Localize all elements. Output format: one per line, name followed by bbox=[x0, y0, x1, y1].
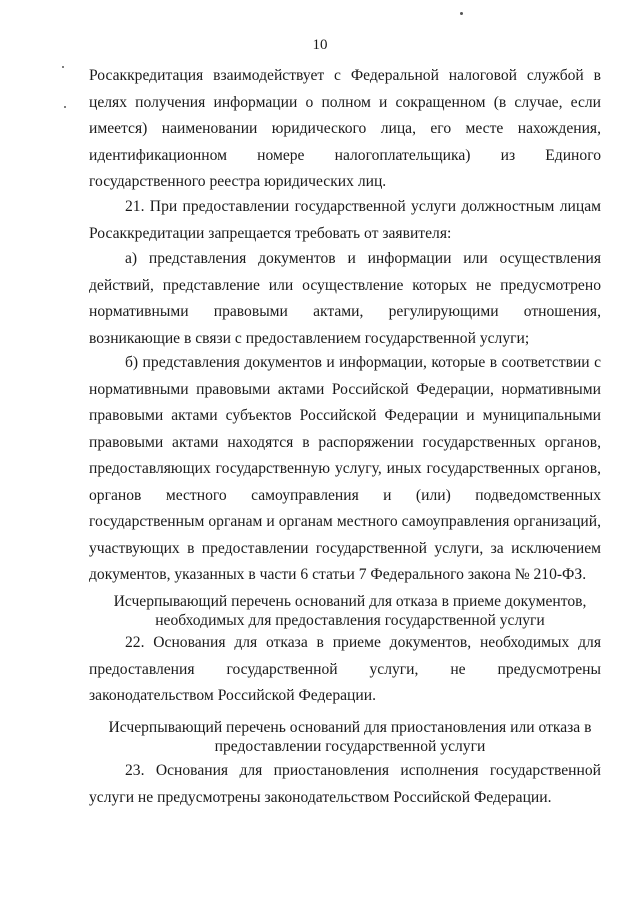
section-heading-suspension: Исчерпывающий перечень оснований для приостановления или отказа в предоставлении государственной услуги bbox=[108, 719, 592, 755]
paragraph-21a: а) представления документов и информации или осуществления действий, представление или осуществление которых не предусмотрено нормативными правовыми актами, регулирующими отношения, возникающие в связи с предоставлением государственной услуги; bbox=[89, 250, 601, 347]
paragraph-22: 22. Основания для отказа в приеме документов, необходимых для предоставления государственной услуги, не предусмотрены законодательством Российской Федерации. bbox=[89, 634, 601, 704]
paragraph-intro: Росаккредитация взаимодействует с Федеральной налоговой службой в целях получения информации о полном и сокращенном (в случае, если имеется) наименовании юридического лица, его месте нахождения, идентификационном номере налогоплательщика) из Единого государственного реестра юридических лиц. bbox=[89, 67, 601, 190]
scan-speck bbox=[460, 12, 463, 15]
paragraph-21: 21. При предоставлении государственной услуги должностным лицам Росаккредитации запрещается требовать от заявителя: bbox=[89, 198, 601, 242]
page-number: 10 bbox=[312, 37, 328, 53]
scan-speck bbox=[64, 106, 66, 108]
paragraph-23: 23. Основания для приостановления исполнения государственной услуги не предусмотрены законодательством Российской Федерации. bbox=[89, 762, 601, 806]
scan-speck bbox=[62, 66, 64, 68]
section-heading-refusal-documents: Исчерпывающий перечень оснований для отказа в приеме документов, необходимых для предоставления государственной услуги bbox=[113, 593, 587, 629]
paragraph-21b: б) представления документов и информации, которые в соответствии с нормативными правовыми актами Российской Федерации, нормативными правовыми актами субъектов Российской Федерации и муниципальными правовыми актами находятся в распоряжении государственных органов, предоставляющих государственную услугу, иных государственных органов, органов местного самоуправления и (или) подведомственных государственным органам и органам местного самоуправления организаций, участвующих в предоставлении государственной услуги, за исключением документов, указанных в части 6 статьи 7 Федерального закона № 210-ФЗ. bbox=[89, 354, 601, 583]
